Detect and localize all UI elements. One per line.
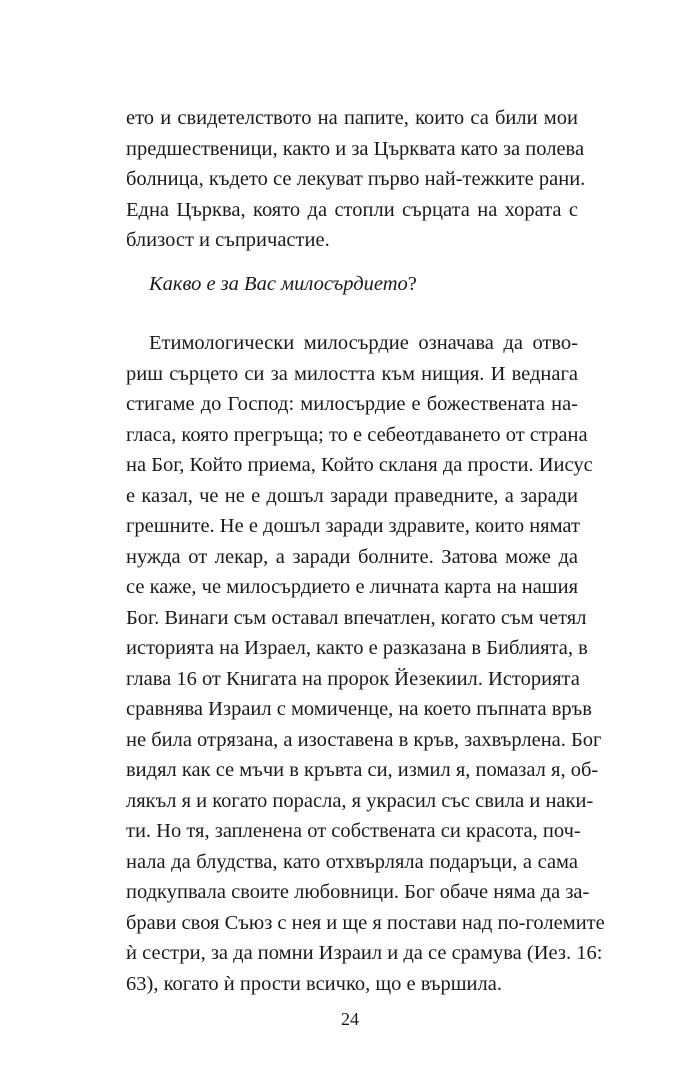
heading-question-mark: ? <box>407 273 417 295</box>
paragraph-2 <box>126 328 605 999</box>
paragraph-2-line: видял как се мъчи в кръвта си, измил я, помазал я, об- <box>126 759 599 781</box>
paragraph-2-line: сравнява Израил с момиченце, на което пъпната връв <box>126 698 592 720</box>
page-number: 24 <box>341 1009 359 1029</box>
paragraph-2-line: стигаме до Господ: милосърдие е божествената на- <box>126 393 578 415</box>
paragraph-2-line: брави своя Съюз с нея и ще я постави над по-големите <box>126 911 605 934</box>
paragraph-1 <box>126 103 586 256</box>
paragraph-1-line: болница, където се лекуват първо най-тежките рани. <box>126 168 586 190</box>
paragraph-2-line: е казал, че не е дошъл заради праведните, а заради <box>126 484 578 507</box>
paragraph-2-line: нужда от лекар, а заради болните. Затова може да <box>126 545 578 568</box>
paragraph-2-line: историята на Израел, както е разказана в Библията, в <box>126 637 588 659</box>
paragraph-2-line: грешните. Не е дошъл заради здравите, които нямат <box>126 515 580 537</box>
paragraph-2-line: глава 16 от Книгата на пророк Йезекиил. Историята <box>126 667 580 690</box>
paragraph-2-line: ти. Но тя, запленена от собствената си красота, поч- <box>126 820 581 842</box>
paragraph-2-line: ѝ сестри, за да помни Израил и да се срамува (Иез. 16: <box>126 942 603 964</box>
paragraph-2-line: не била отрязана, а изоставена в кръв, захвърлена. Бог <box>126 728 602 751</box>
paragraph-2-line: Етимологически милосърдие означава да отво- <box>149 332 578 354</box>
paragraph-1-line: близост и съпричастие. <box>126 229 330 251</box>
section-question-heading <box>149 269 417 300</box>
paragraph-2-line: на Бог, Който приема, Който скланя да прости. Иисус <box>126 454 593 476</box>
paragraph-2-line: нала да блудства, като отхвърляла подаръци, а сама <box>126 850 578 873</box>
paragraph-2-line: лякъл я и когато порасла, я украсил със свила и наки- <box>126 789 594 812</box>
paragraph-1-line: ето и свидетелството на папите, които са били мои <box>126 107 578 129</box>
paragraph-2-line: 63), когато ѝ прости всичко, що е вършила. <box>126 972 502 995</box>
paragraph-2-line: подкупвала своите любовници. Бог обаче няма да за- <box>126 881 590 903</box>
paragraph-1-line: Една Църква, която да стопли сърцата на хората с <box>126 198 578 221</box>
paragraph-2-line: гласа, която прегръща; то е себеотдаването от страна <box>126 423 588 446</box>
heading-text: Какво е за Вас милосърдието <box>149 273 408 295</box>
paragraph-2-line: се каже, че милосърдието е личната карта на нашия <box>126 576 578 598</box>
paragraph-2-line: Бог. Винаги съм оставал впечатлен, когато съм четял <box>126 606 587 629</box>
paragraph-2-line: риш сърцето си за милостта към нищия. И веднага <box>126 362 578 385</box>
paragraph-1-line: предшественици, както и за Църквата като за полева <box>126 137 585 160</box>
